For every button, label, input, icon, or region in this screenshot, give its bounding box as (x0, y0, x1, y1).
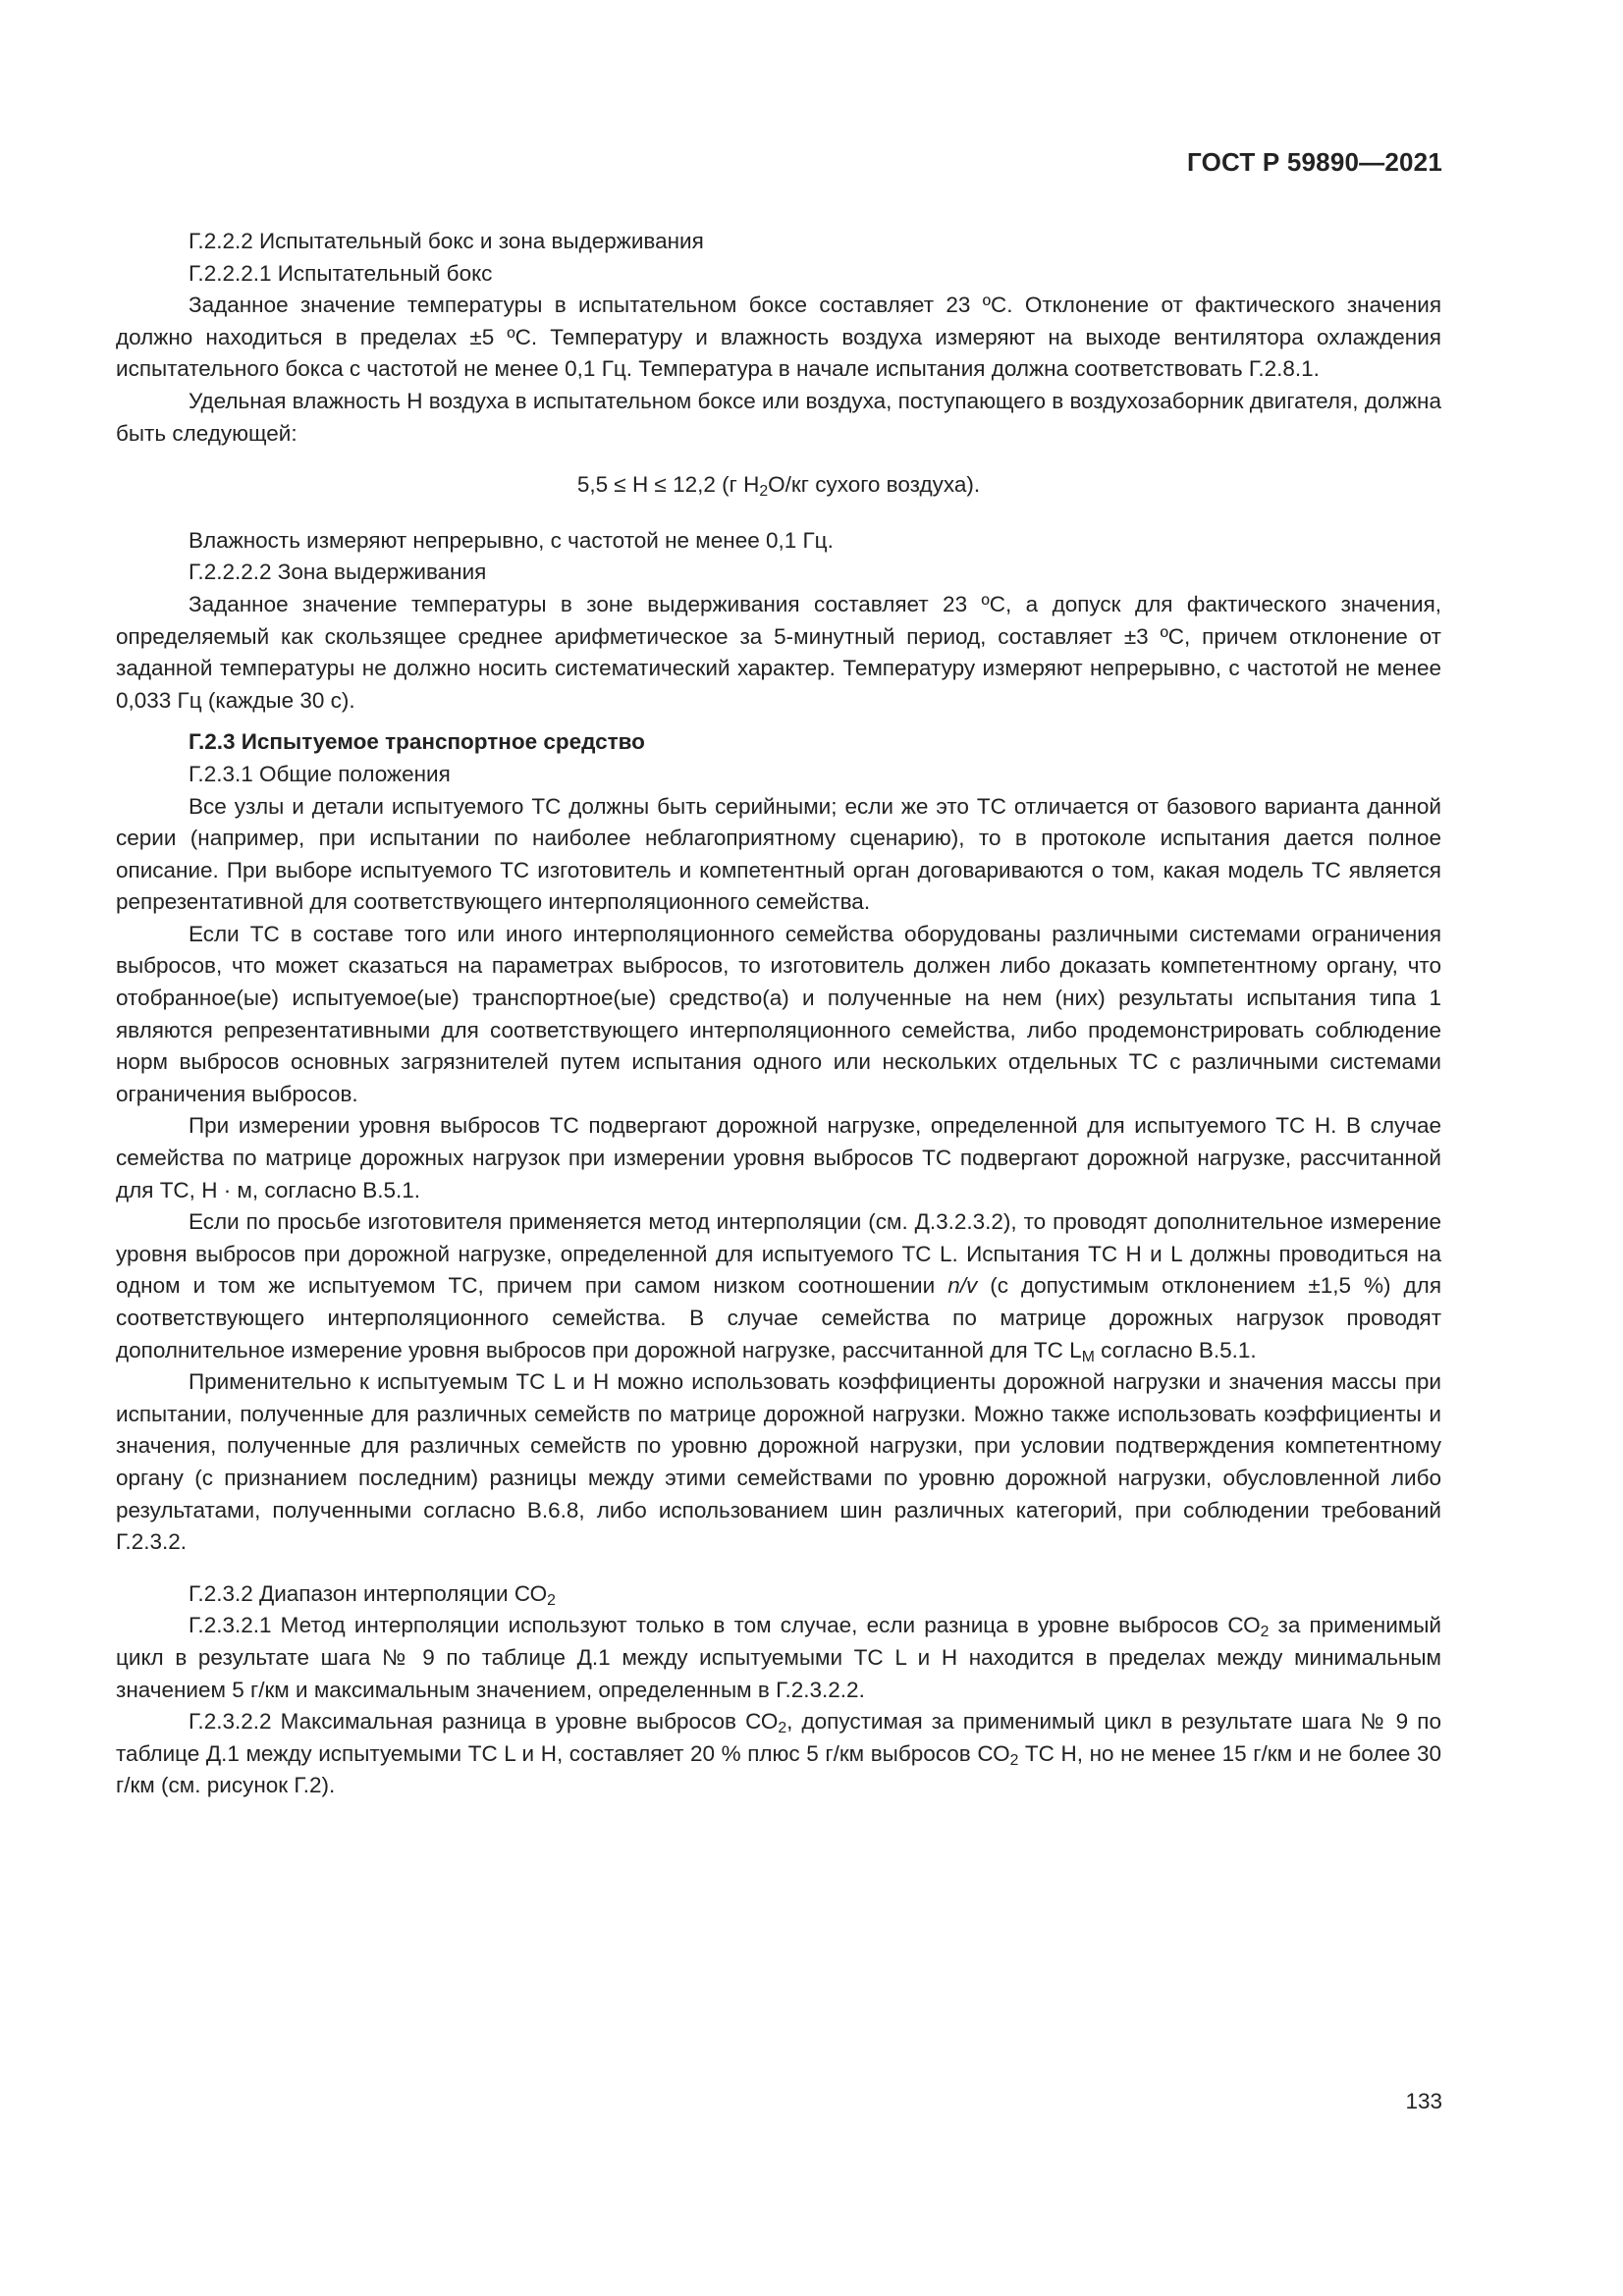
p15-post: за применимый цикл в результате шага № 9 по таблице Д.1 между испытуемыми ТС L и Н находится в пределах между минимальным значением 5 г/км и максимальным значением, определенным в Г.2.3.2.2. (116, 1613, 1441, 1702)
paragraph-humidity-measure: Влажность измеряют непрерывно, с частотой не менее 0,1 Гц. (189, 527, 834, 553)
paragraph-serial-parts: Все узлы и детали испытуемого ТС должны быть серийными; если же это ТС отличается от базового варианта данной серии (например, при испытании по наиболее неблагоприятному сценарию), то в протоколе испытания дается полное описание. При выборе испытуемого ТС изготовитель и компетентный орган договариваются о том, какая модель ТС является репрезентативной для соответствующего интерполяционного семейства. (116, 793, 1441, 915)
subsection-title-g231: Г.2.3.1 Общие положения (189, 761, 451, 786)
p12-post: согласно В.5.1. (1094, 1337, 1257, 1362)
document-body (116, 226, 1441, 1802)
paragraph-g2321 (116, 1610, 1441, 1706)
paragraph-g2322 (116, 1706, 1441, 1802)
p12-italic: n/v (947, 1273, 978, 1299)
paragraph-interpolation-method (116, 1206, 1441, 1366)
paragraph-road-load-h: При измерении уровня выбросов ТС подвергают дорожной нагрузке, определенной для испытуемого ТС Н. В случае семейства по матрице дорожных нагрузок при измерении уровня выбросов ТС подвергают дорожной нагрузке, рассчитанной для ТС, Н · м, согласно В.5.1. (116, 1113, 1441, 1202)
formula-post: О/кг сухого воздуха). (768, 472, 981, 498)
p14-sub: 2 (547, 1591, 556, 1609)
spacer (116, 1559, 1441, 1578)
page-number: 133 (1405, 2089, 1442, 2113)
standard-id-header: ГОСТ Р 59890—2021 (1187, 147, 1442, 177)
p16-sub2: 2 (1009, 1751, 1019, 1769)
section-title-g23: Г.2.3 Испытуемое транспортное средство (189, 729, 645, 755)
humidity-formula (116, 469, 1441, 502)
p16-pre: Г.2.3.2.2 Максимальная разница в уровне выбросов СО (189, 1709, 779, 1735)
p16-mid: , допустимая за применимый цикл в результате шага № 9 по таблице Д.1 между испытуемыми ТС L и Н, составляет 20 % плюс 5 г/км выбросов СО (116, 1709, 1441, 1766)
subsection-title-g22222: Г.2.2.2.2 Зона выдерживания (189, 560, 487, 585)
paragraph-humidity-intro: Удельная влажность Н воздуха в испытательном боксе или воздуха, поступающего в воздухозаборник двигателя, должна быть следующей: (116, 388, 1441, 446)
p16-post: ТС Н, но не менее 15 г/км и не более 30 г/км (см. рисунок Г.2). (116, 1740, 1441, 1798)
subsection-title-g232 (116, 1578, 1441, 1611)
subsection-title-g22221: Г.2.2.2.1 Испытательный бокс (189, 260, 493, 286)
paragraph-emission-systems: Если ТС в составе того или иного интерполяционного семейства оборудованы различными системами ограничения выбросов, что может сказаться на параметрах выбросов, то изготовитель должен либо доказать компетентному органу, что отобранное(ые) испытуемое(ые) транспортное(ые) средство(а) и полученные на нем (них) результаты испытания типа 1 являются репрезентативными для соответствующего интерполяционного семейства, либо продемонстрировать соблюдение норм выбросов основных загрязнителей путем испытания одного или нескольких отдельных ТС с различными системами ограничения выбросов. (116, 921, 1441, 1106)
p15-sub: 2 (1260, 1624, 1270, 1641)
formula-pre: 5,5 ≤ Н ≤ 12,2 (г Н (576, 472, 760, 498)
p14-pre: Г.2.3.2 Диапазон интерполяции СО (189, 1580, 548, 1606)
paragraph-soak-zone-temperature: Заданное значение температуры в зоне выдерживания составляет 23 ºС, а допуск для фактического значения, определяемый как скользящее среднее арифметическое за 5-минутный период, составляет ±3 ºС, причем отклонение от заданной температуры не должно носить систематический характер. Температуру измеряют непрерывно, с частотой не менее 0,033 Гц (каждые 30 с). (116, 591, 1441, 713)
p12-pre: Если по просьбе изготовителя применяется метод интерполяции (см. Д.3.2.3.2), то проводят дополнительное измерение уровня выбросов при дорожной нагрузке, определенной для испытуемого ТС L. Испытания ТС Н и L должны проводиться на одном и том же испытуемом ТС, причем при самом низком соотношении (116, 1209, 1441, 1299)
p16-sub1: 2 (778, 1720, 787, 1737)
paragraph-test-box-temperature: Заданное значение температуры в испытательном боксе составляет 23 ºС. Отклонение от фактического значения должно находиться в пределах ±5 ºС. Температуру и влажность воздуха измеряют на выходе вентилятора охлаждения испытательного бокса с частотой не менее 0,1 Гц. Температура в начале испытания должна соответствовать Г.2.8.1. (116, 293, 1441, 382)
p12-mid: (с допустимым отклонением ±1,5 %) для соответствующего интерполяционного семейства. В случае семейства по матрице дорожных нагрузок проводят дополнительное измерение уровня выбросов при дорожной нагрузке, рассчитанной для ТС L (116, 1273, 1441, 1362)
formula-sub: 2 (759, 483, 769, 501)
p15-pre: Г.2.3.2.1 Метод интерполяции используют только в том случае, если разница в уровне выбросов СО (189, 1613, 1261, 1638)
p12-sub: M (1081, 1348, 1095, 1365)
section-title-g2222: Г.2.2.2 Испытательный бокс и зона выдерживания (189, 229, 704, 253)
paragraph-road-load-coefficients: Применительно к испытуемым ТС L и Н можно использовать коэффициенты дорожной нагрузки и значения массы при испытании, полученные для различных семейств по матрице дорожной нагрузки. Можно также использовать коэффициенты и значения, полученные для различных семейств по уровню дорожной нагрузки, при условии подтверждения компетентному органу (с признанием последним) разницы между этими семействами по уровню дорожной нагрузки, обусловленной либо результатами, полученными согласно В.6.8, либо использованием шин различных категорий, при соблюдении требований Г.2.3.2. (116, 1369, 1441, 1555)
